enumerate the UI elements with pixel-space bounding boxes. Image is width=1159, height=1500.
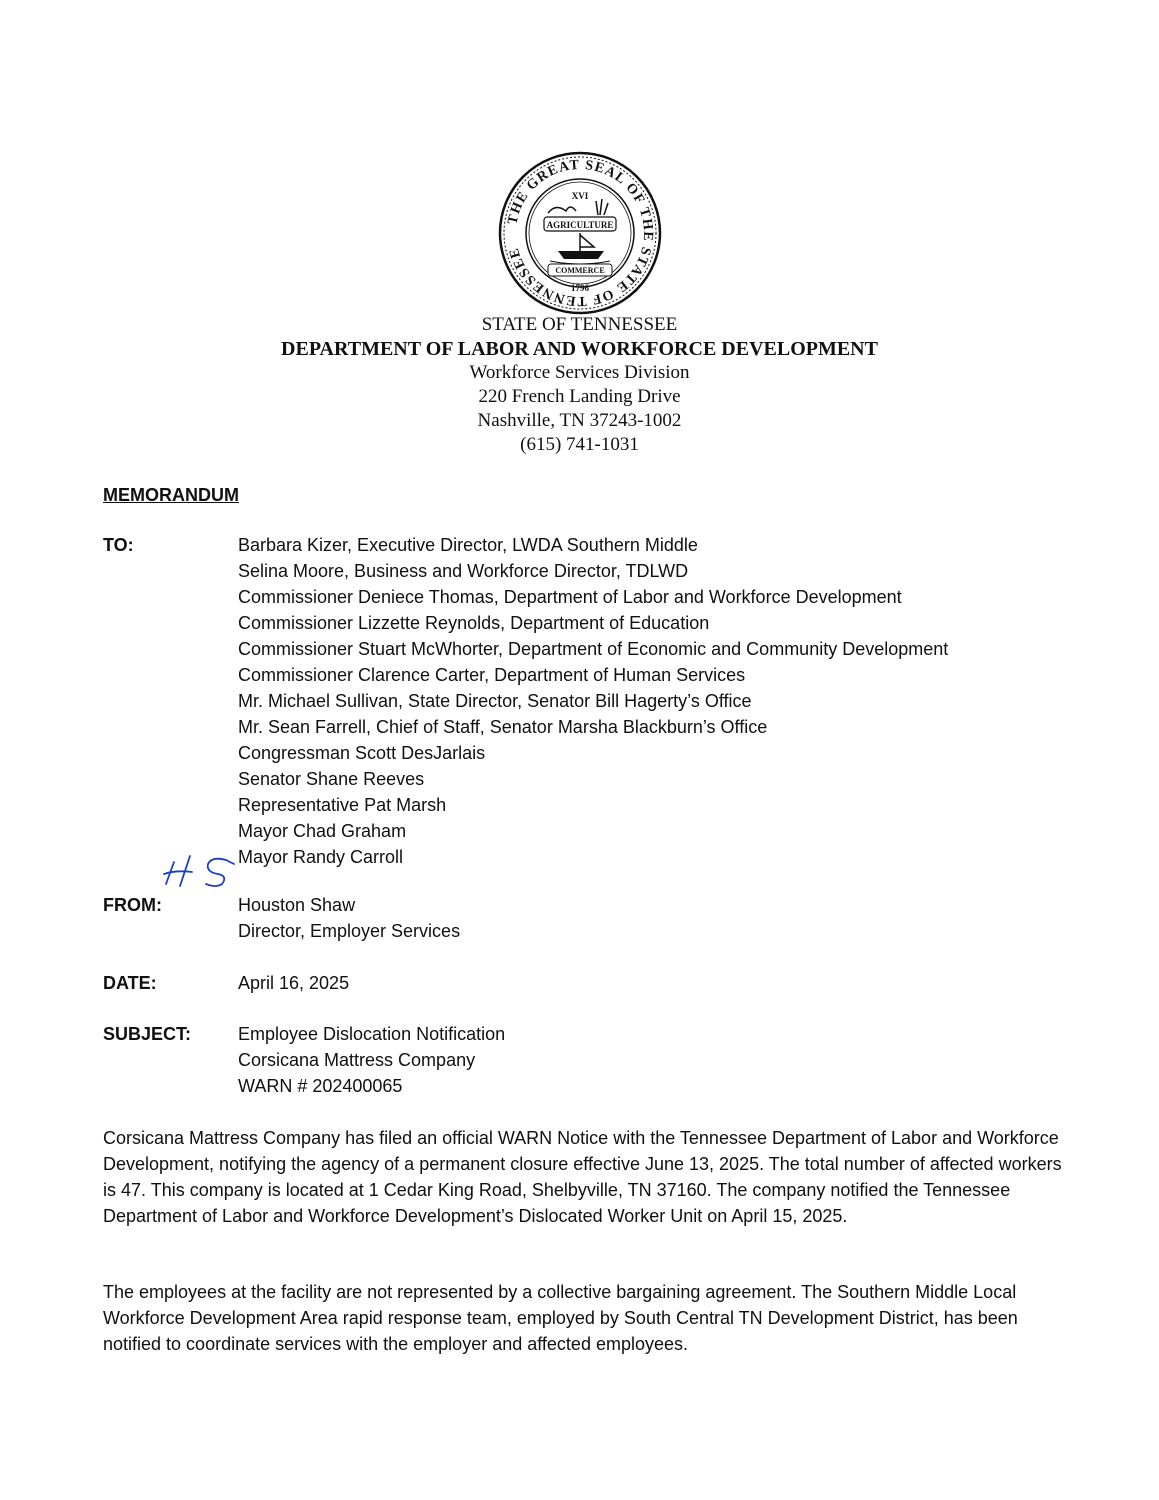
from-name: Houston Shaw	[238, 895, 356, 915]
subject-label: SUBJECT:	[103, 1024, 192, 1044]
letterhead-phone: (615) 741-1031	[520, 434, 639, 455]
recipient-item: Commissioner Clarence Carter, Department of Human Services	[238, 665, 746, 685]
recipient-item: Mr. Sean Farrell, Chief of Staff, Senator Marsha Blackburn’s Office	[238, 717, 768, 737]
recipient-item: Commissioner Stuart McWhorter, Department of Economic and Community Development	[238, 639, 949, 659]
recipient-list	[238, 532, 948, 870]
date-label: DATE:	[103, 973, 157, 993]
body-paragraph-2: The employees at the facility are not represented by a collective bargaining agreement. The Southern Middle Local Workforce Development Area rapid response team, employed by South Central TN Development District, has been notified to coordinate services with the employer and affected employees.	[103, 1282, 1018, 1354]
letterhead-department: DEPARTMENT OF LABOR AND WORKFORCE DEVELOPMENT	[281, 338, 878, 360]
recipient-item: Senator Shane Reeves	[238, 769, 425, 789]
recipient-item: Mayor Randy Carroll	[238, 847, 404, 867]
from-label: FROM:	[103, 895, 162, 915]
recipient-item: Commissioner Deniece Thomas, Department of Labor and Workforce Development	[238, 587, 902, 607]
recipient-item: Representative Pat Marsh	[238, 795, 447, 815]
to-label: TO:	[103, 535, 134, 555]
subject-line: Corsicana Mattress Company	[238, 1050, 476, 1070]
recipient-item: Mr. Michael Sullivan, State Director, Senator Bill Hagerty’s Office	[238, 691, 752, 711]
tennessee-state-seal	[498, 151, 662, 315]
body-paragraph-1: Corsicana Mattress Company has filed an official WARN Notice with the Tennessee Department of Labor and Workforce Development, notifying the agency of a permanent closure effective June 13, 2025. The total number of affected workers is 47. This company is located at 1 Cedar King Road, Shelbyville, TN 37160. The company notified the Tennessee Department of Labor and Workforce Development’s Dislocated Worker Unit on April 15, 2025.	[103, 1128, 1062, 1226]
subject-block	[238, 1021, 505, 1099]
memo-title: MEMORANDUM	[103, 485, 239, 505]
from-title: Director, Employer Services	[238, 921, 461, 941]
seal-roman-numeral: XVI	[571, 191, 589, 201]
handwritten-initials	[160, 850, 240, 890]
letterhead-city: Nashville, TN 37243-1002	[477, 410, 682, 431]
recipient-item: Mayor Chad Graham	[238, 821, 407, 841]
recipient-item: Congressman Scott DesJarlais	[238, 743, 486, 763]
letterhead-division: Workforce Services Division	[469, 362, 690, 383]
letterhead	[0, 313, 1159, 457]
subject-line: WARN # 202400065	[238, 1076, 403, 1096]
from-block	[238, 892, 460, 944]
letterhead-state: STATE OF TENNESSEE	[481, 314, 678, 335]
seal-agriculture-text: AGRICULTURE	[546, 220, 614, 230]
recipient-item: Barbara Kizer, Executive Director, LWDA Southern Middle	[238, 535, 698, 555]
seal-year: 1796	[571, 283, 589, 293]
recipient-item: Selina Moore, Business and Workforce Director, TDLWD	[238, 561, 689, 581]
seal-commerce-text: COMMERCE	[555, 266, 605, 275]
recipient-item: Commissioner Lizzette Reynolds, Department of Education	[238, 613, 710, 633]
date-value: April 16, 2025	[238, 973, 350, 993]
letterhead-street: 220 French Landing Drive	[478, 386, 681, 407]
subject-line: Employee Dislocation Notification	[238, 1024, 506, 1044]
seal-outer-text: THE GREAT SEAL OF THE STATE OF TENNESSEE	[505, 157, 656, 309]
